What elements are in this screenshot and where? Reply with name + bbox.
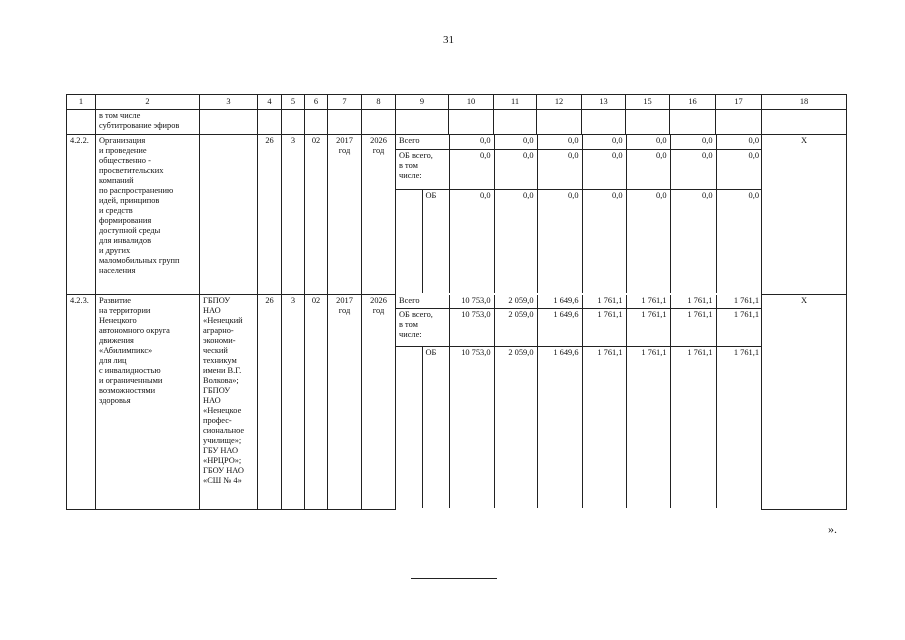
header-row: [67, 95, 847, 110]
value: 1 761,1: [716, 309, 761, 347]
value: 0,0: [582, 135, 626, 149]
end-year: 2026 год: [362, 295, 396, 510]
column-header: 16: [670, 95, 716, 110]
row-ob-total: [396, 309, 762, 347]
ob-total-label: ОБ всего, в том числе:: [396, 149, 449, 189]
value: 0,0: [494, 189, 537, 293]
value: 1 761,1: [670, 347, 716, 508]
value: 1 761,1: [626, 295, 670, 309]
value: 1 649,6: [537, 295, 582, 309]
intro-text: в том числе субтитрование эфиров: [96, 110, 200, 135]
value: 0,0: [626, 135, 670, 149]
code-col5: 3: [282, 135, 305, 295]
executor: [200, 135, 258, 295]
value: 0,0: [626, 189, 670, 293]
column-header: 11: [494, 95, 537, 110]
value: 10 753,0: [449, 295, 494, 309]
value: 1 761,1: [626, 347, 670, 508]
ob-total-label: ОБ всего, в том числе:: [396, 309, 449, 347]
value: 0,0: [716, 189, 761, 293]
value: 1 761,1: [582, 295, 626, 309]
row-4-2-2: [67, 135, 847, 295]
row-total: [396, 295, 762, 309]
value: 0,0: [449, 135, 494, 149]
closing-quote: ».: [828, 522, 837, 536]
end-year: 2026 год: [362, 135, 396, 295]
code-col4: 26: [258, 295, 282, 510]
column-header: 9: [396, 95, 449, 110]
ob-label: ОБ: [422, 189, 449, 293]
value: 0,0: [716, 149, 761, 189]
measure-name: Организация и проведение общественно - просветительских компаний по распространению идей, принципов и средств формирования доступной среды для инвалидов и других маломобильных групп населения: [96, 135, 200, 295]
column-header: 7: [328, 95, 362, 110]
value: 10 753,0: [449, 347, 494, 508]
start-year: 2017 год: [328, 135, 362, 295]
column-header: 13: [582, 95, 626, 110]
total-label: Всего: [399, 295, 420, 305]
column-header: 17: [716, 95, 762, 110]
value: 0,0: [582, 149, 626, 189]
ob-label: ОБ: [422, 347, 449, 508]
value: 1 649,6: [537, 347, 582, 508]
value: 0,0: [670, 135, 716, 149]
column-header: 6: [305, 95, 328, 110]
value: 0,0: [716, 135, 761, 149]
executor: ГБПОУ НАО «Ненецкий аграрно- экономи- ческий техникум имени В.Г. Волкова»; ГБПОУ НАО «Ненецкое профес- сиональное училище»; ГБУ НАО «НРЦРО»; ГБОУ НАО «СШ № 4»: [200, 295, 258, 510]
value: 0,0: [582, 189, 626, 293]
value: 0,0: [537, 189, 582, 293]
row-number: 4.2.2.: [67, 135, 96, 295]
value: 0,0: [537, 149, 582, 189]
value: 0,0: [626, 149, 670, 189]
value: 1 761,1: [626, 309, 670, 347]
column-header: 5: [282, 95, 305, 110]
code-col6: 02: [305, 295, 328, 510]
code-col4: 26: [258, 135, 282, 295]
row-ob: [396, 347, 762, 508]
value: 0,0: [449, 189, 494, 293]
finance-block: [396, 295, 762, 510]
row-total: [396, 135, 762, 149]
value: 0,0: [537, 135, 582, 149]
result-mark: Х: [762, 295, 847, 510]
row-number: 4.2.3.: [67, 295, 96, 510]
page-number: 31: [443, 34, 454, 46]
measure-name: Развитие на территории Ненецкого автономного округа движения «Абилимпикс» для лиц с инвалидностью и ограниченными возможностями здоровья: [96, 295, 200, 510]
budget-table: [66, 94, 847, 510]
column-header: 10: [449, 95, 494, 110]
value: 0,0: [494, 135, 537, 149]
value: 0,0: [494, 149, 537, 189]
value: 0,0: [449, 149, 494, 189]
value: 0,0: [670, 149, 716, 189]
column-header: 2: [96, 95, 200, 110]
column-header: 12: [537, 95, 582, 110]
column-header: 1: [67, 95, 96, 110]
column-header: 3: [200, 95, 258, 110]
value: 0,0: [670, 189, 716, 293]
value: 1 761,1: [582, 309, 626, 347]
code-col5: 3: [282, 295, 305, 510]
value: 2 059,0: [494, 309, 537, 347]
value: 1 649,6: [537, 309, 582, 347]
column-header: 8: [362, 95, 396, 110]
code-col6: 02: [305, 135, 328, 295]
column-header: 4: [258, 95, 282, 110]
row-ob-total: [396, 149, 762, 189]
row-4-2-3: [67, 295, 847, 510]
total-label: Всего: [399, 136, 420, 145]
column-header: 18: [762, 95, 847, 110]
result-mark: Х: [762, 135, 847, 295]
intro-row: [67, 110, 847, 135]
value: 1 761,1: [670, 295, 716, 309]
value: 10 753,0: [449, 309, 494, 347]
value: 2 059,0: [494, 347, 537, 508]
finance-block: [396, 135, 762, 295]
column-header: 15: [626, 95, 670, 110]
value: 1 761,1: [582, 347, 626, 508]
value: 1 761,1: [670, 309, 716, 347]
footer-rule: [411, 578, 497, 579]
start-year: 2017 год: [328, 295, 362, 510]
row-ob: [396, 189, 762, 293]
value: 1 761,1: [716, 295, 761, 309]
value: 2 059,0: [494, 295, 537, 309]
value: 1 761,1: [716, 347, 761, 508]
